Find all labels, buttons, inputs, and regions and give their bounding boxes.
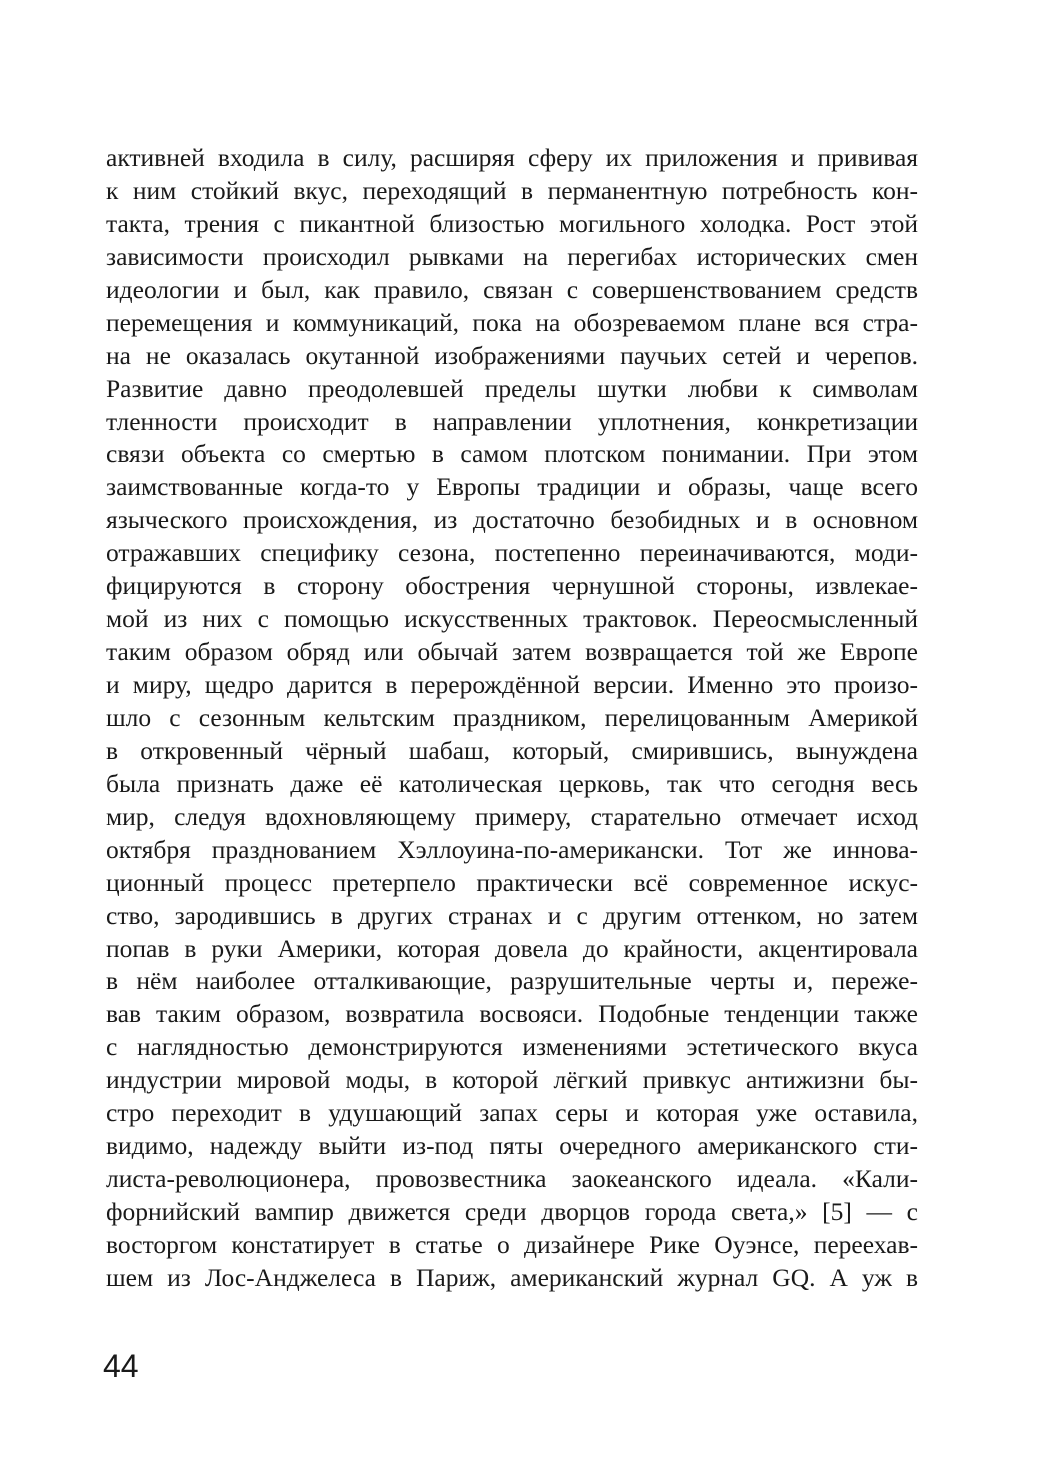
text-line: таким образом обряд или обычай затем возвращается той же Европе: [106, 637, 918, 667]
text-line: и миру, щедро дарится в перерождённой версии. Именно это произо-: [106, 670, 918, 699]
text-line: отражавших специфику сезона, постепенно переиначиваются, моди-: [106, 538, 918, 568]
text-line: языческого происхождения, из достаточно безобидных и в основном: [106, 505, 918, 535]
text-line: шло с сезонным кельтским праздником, перелицованным Америкой: [106, 702, 918, 732]
text-line: перемещения и коммуникаций, пока на обозреваемом плане вся стра-: [106, 307, 918, 337]
page-number: 44: [103, 1348, 139, 1384]
text-line: в нём наиболее отталкивающие, разрушительные черты и, пережe-: [106, 966, 918, 996]
text-line: попав в руки Америки, которая довела до крайности, акцентировала: [106, 933, 918, 963]
text-line: была признать даже её католическая церковь, так что сегодня весь: [106, 768, 918, 798]
text-line: видимо, надежду выйти из-под пяты очередного американского сти-: [106, 1131, 918, 1161]
text-line: листа-революционера, провозвестника заокеанского идеала. «Кали-: [106, 1164, 918, 1194]
text-line: активней входила в силу, расширяя сферу их приложения и прививая: [106, 143, 918, 172]
text-line: шем из Лос-Анджелеса в Париж, американский журнал GQ. А уж в: [106, 1262, 918, 1292]
text-line: идеологии и был, как правило, связан с совершенствованием средств: [106, 274, 918, 304]
text-line: связи объекта со смертью в самом плотском понимании. При этом: [106, 439, 918, 469]
text-line: восторгом констатирует в статье о дизайнере Рике Оуэнсе, переехав-: [106, 1229, 918, 1259]
text-line: фицируются в сторону обострения чернушной стороны, извлекае-: [106, 571, 918, 601]
text-line: Развитие давно преодолевшей пределы шутки любви к символам: [106, 373, 918, 403]
text-line: мой из них с помощью искусственных трактовок. Переосмысленный: [106, 604, 918, 634]
text-line: октября празднованием Хэллоуина-по-американски. Тот же иннова-: [106, 834, 918, 864]
text-line: ционный процесс претерпело практически всё современное искус-: [106, 867, 918, 897]
body-text: [106, 142, 918, 1295]
text-line: мир, следуя вдохновляющему примеру, старательно отмечает исход: [106, 801, 918, 831]
text-line: в откровенный чёрный шабаш, который, смирившись, вынуждена: [106, 735, 918, 765]
text-line: ство, зародившись в других странах и с другим оттенком, но затем: [106, 900, 918, 930]
text-line: индустрии мировой моды, в которой лёгкий привкус антижизни бы-: [106, 1065, 918, 1095]
text-line: такта, трения с пикантной близостью могильного холодка. Рост этой: [106, 208, 918, 238]
text-line: на не оказалась окутанной изображениями паучьих сетей и черепов.: [106, 340, 918, 370]
text-line: форнийский вампир движется среди дворцов города света,» [5] — с: [106, 1197, 918, 1226]
text-line: стро переходит в удушающий запах серы и которая уже оставила,: [106, 1098, 918, 1128]
text-line: к ним стойкий вкус, переходящий в перманентную потребность кон-: [106, 175, 918, 205]
text-line: зависимости происходил рывками на перегибах исторических смен: [106, 241, 918, 271]
text-line: заимствованные когда-то у Европы традиции и образы, чаще всего: [106, 472, 918, 502]
text-line: вав таким образом, возвратила восвояси. Подобные тенденции также: [106, 999, 918, 1029]
text-line: с наглядностью демонстрируются изменениями эстетического вкуса: [106, 1032, 918, 1062]
text-line: тленности происходит в направлении уплотнения, конкретизации: [106, 406, 918, 436]
